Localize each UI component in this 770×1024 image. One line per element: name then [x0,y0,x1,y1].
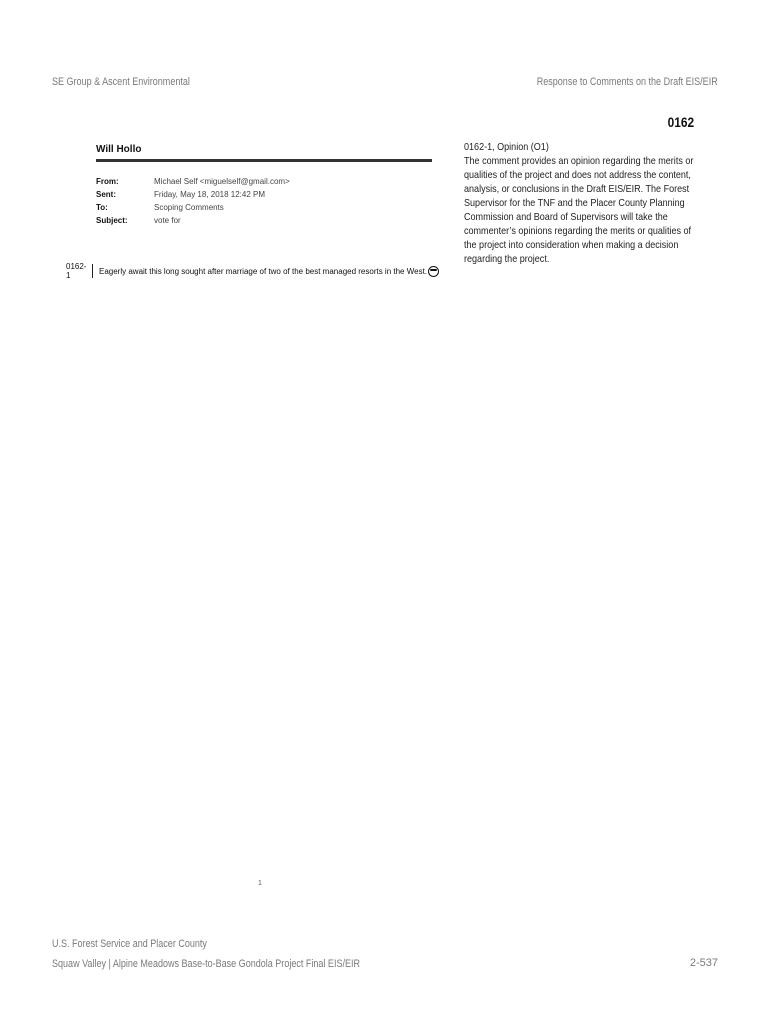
email-field-value: Scoping Comments [154,203,224,212]
response-title: 0162-1, Opinion (O1) [464,141,549,153]
email-page-number: 1 [258,880,262,887]
email-block [96,144,432,227]
email-field-key: Subject: [96,216,128,225]
response-block [464,140,704,266]
email-field-value: Michael Self <miguelself@gmail.com> [154,177,290,186]
email-from-row [96,175,432,188]
email-field-key: To: [96,203,108,212]
footer-page-number: 2-537 [689,957,718,969]
response-body: The comment provides an opinion regarding the merits or qualities of the project and does not address the content, analysis, or conclusions in the Draft EIS/EIR. The Forest Supervisor for the TNF and the Placer County Planning Commission and Board of Supervisors will take the commenter’s opinions regarding the merits or qualities of the project into consideration when making a decision regarding the project. [464,155,694,265]
email-field-key: Sent: [96,190,116,199]
document-number: 0162 [667,114,694,130]
email-field-value: vote for [154,216,181,225]
email-sent-row [96,188,432,201]
email-meta [96,175,432,227]
comment-bracket [92,264,93,278]
email-field-value: Friday, May 18, 2018 12:42 PM [154,190,266,199]
comment-text: Eagerly await this long sought after marriage of two of the best managed resorts in the West. [99,266,428,276]
comment-line [66,262,439,280]
email-divider [96,159,432,162]
sunglasses-smiley-icon [428,266,439,277]
email-subject-row [96,214,432,227]
footer-agency: U.S. Forest Service and Placer County [52,938,207,950]
email-to-row [96,201,432,214]
email-sender-name: Will Hollo [96,144,142,155]
comment-id: 0162-1 [66,262,87,280]
email-field-key: From: [96,177,119,186]
running-header-left: SE Group & Ascent Environmental [52,76,190,88]
footer-project-title: Squaw Valley | Alpine Meadows Base-to-Base Gondola Project Final EIS/EIR [52,958,361,970]
running-header-right: Response to Comments on the Draft EIS/EIR [537,76,718,88]
